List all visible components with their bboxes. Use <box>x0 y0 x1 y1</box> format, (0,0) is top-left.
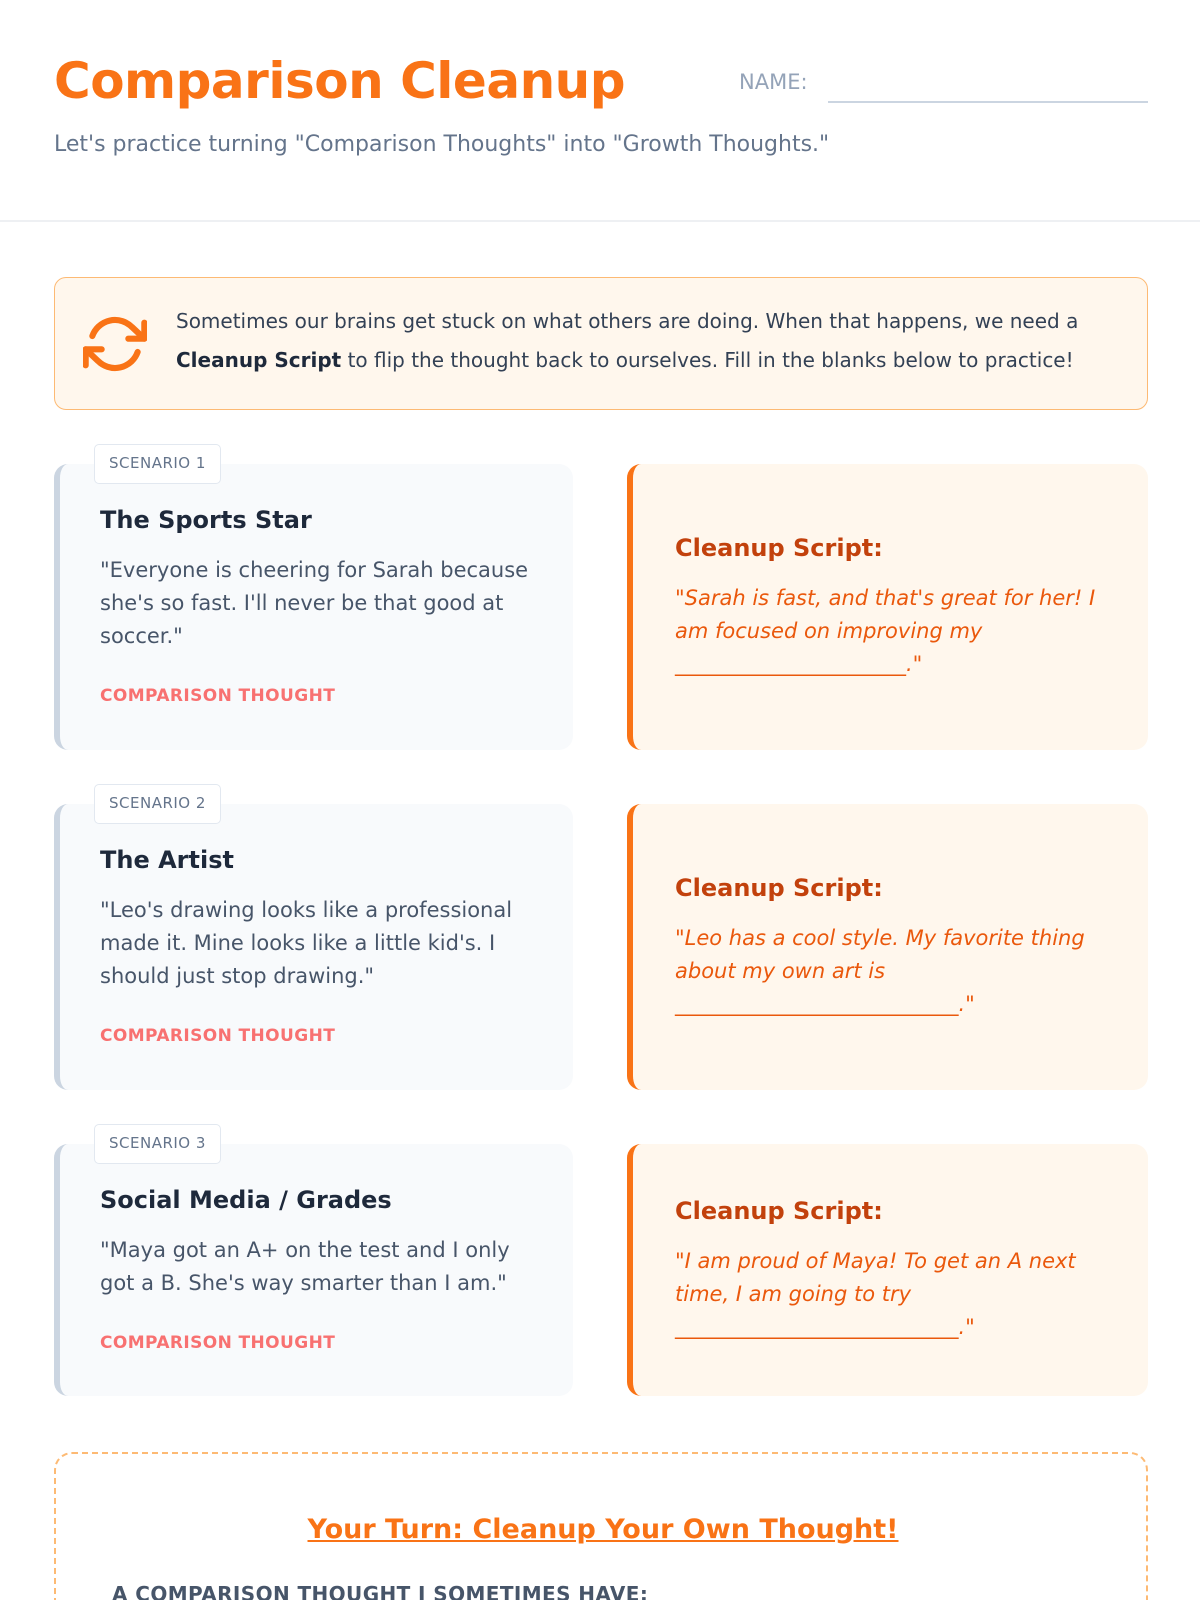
your-turn-box <box>54 1452 1148 1600</box>
name-field-line[interactable] <box>828 101 1148 103</box>
scenario-tag: SCENARIO 3 <box>94 1124 221 1164</box>
cleanup-script-title: Cleanup Script: <box>675 534 883 562</box>
your-turn-label: A COMPARISON THOUGHT I SOMETIMES HAVE: <box>112 1582 649 1600</box>
scenario-title: The Sports Star <box>100 506 312 534</box>
scenario-quote: "Maya got an A+ on the test and I only got a B. She's way smarter than I am." <box>100 1238 510 1295</box>
scenario-card <box>54 1134 573 1396</box>
name-label: NAME: <box>739 70 808 94</box>
scenario-quote: "Everyone is cheering for Sarah because she's so fast. I'll never be that good at soccer." <box>100 558 529 648</box>
worksheet-header <box>0 0 1200 222</box>
scenario-card <box>54 794 573 1090</box>
comparison-thought-label: COMPARISON THOUGHT <box>100 1333 336 1353</box>
comparison-thought-label: COMPARISON THOUGHT <box>100 1026 336 1046</box>
intro-text: Sometimes our brains get stuck on what others are doing. When that happens, we need a Cleanup Script to flip the thought back to ourselves. Fill in the blanks below to practice! <box>176 309 1079 372</box>
scenario-tag: SCENARIO 1 <box>94 444 221 484</box>
refresh-icon <box>83 312 147 376</box>
cleanup-script-card[interactable] <box>627 464 1148 750</box>
scenario-tag: SCENARIO 2 <box>94 784 221 824</box>
cleanup-script-card[interactable] <box>627 804 1148 1090</box>
your-turn-title: Your Turn: Cleanup Your Own Thought! <box>307 1514 899 1545</box>
cleanup-script-text[interactable]: "Sarah is fast, and that's great for her! I am focused on improving my ______________________." <box>675 586 1096 676</box>
intro-box <box>54 277 1148 410</box>
intro-bold-term: Cleanup Script <box>176 348 342 372</box>
comparison-thought-label: COMPARISON THOUGHT <box>100 686 336 706</box>
cleanup-script-card[interactable] <box>627 1144 1148 1396</box>
page-title: Comparison Cleanup <box>54 52 626 110</box>
scenario-title: Social Media / Grades <box>100 1186 392 1214</box>
cleanup-script-title: Cleanup Script: <box>675 874 883 902</box>
cleanup-script-text[interactable]: "I am proud of Maya! To get an A next time, I am going to try ___________________________." <box>675 1249 1076 1339</box>
scenario-title: The Artist <box>100 846 234 874</box>
cleanup-script-title: Cleanup Script: <box>675 1197 883 1225</box>
scenario-card <box>54 454 573 750</box>
page-subtitle: Let's practice turning "Comparison Thoughts" into "Growth Thoughts." <box>54 132 830 157</box>
cleanup-script-text[interactable]: "Leo has a cool style. My favorite thing about my own art is ___________________________." <box>675 926 1085 1016</box>
scenario-quote: "Leo's drawing looks like a professional made it. Mine looks like a little kid's. I should just stop drawing." <box>100 898 513 988</box>
